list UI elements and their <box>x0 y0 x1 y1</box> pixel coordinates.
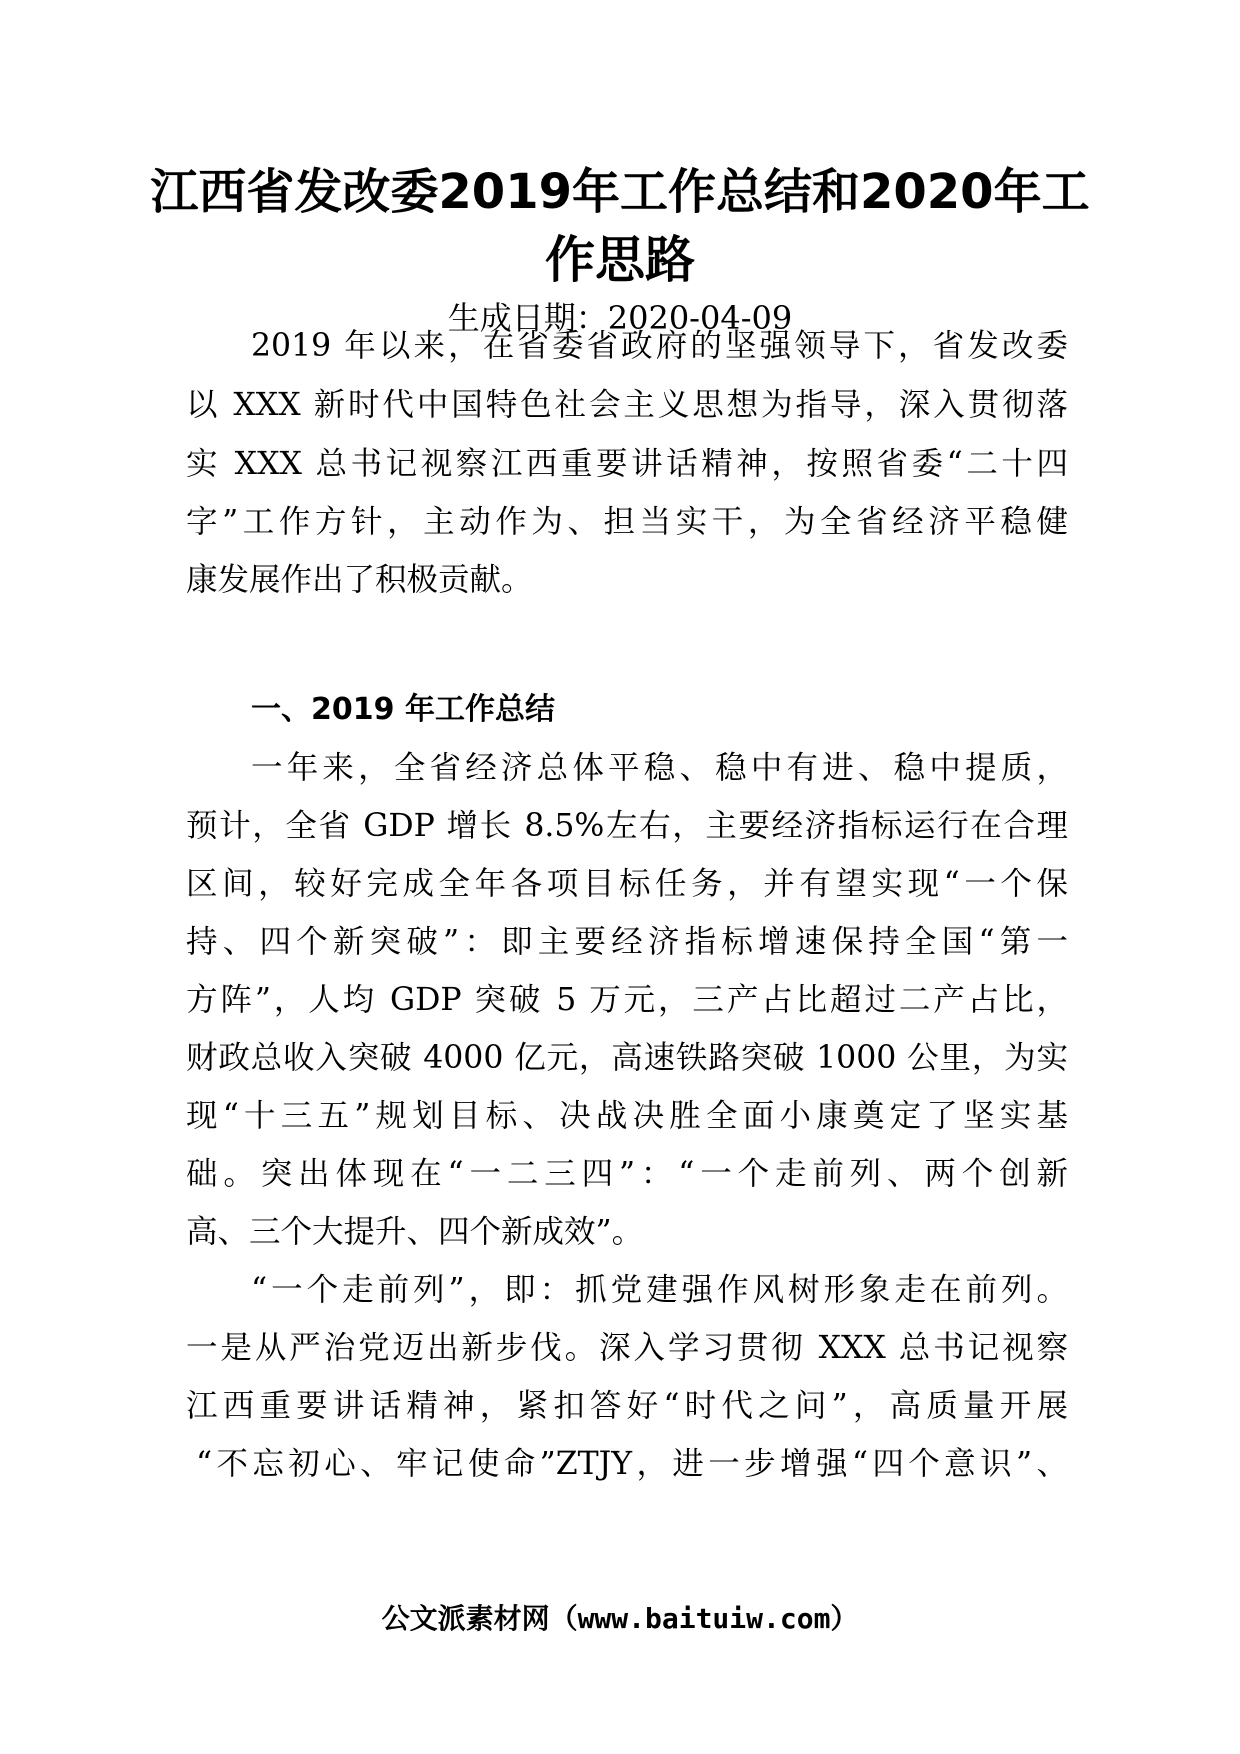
paragraph-line: 字”工作方针，主动作为、担当实干，为全省经济平稳健 <box>186 504 1068 540</box>
paragraph-line: 财政总收入突破 4000 亿元，高速铁路突破 1000 公里，为实 <box>186 1040 1068 1076</box>
paragraph-line: 方阵”，人均 GDP 突破 5 万元，三产占比超过二产占比， <box>186 982 1068 1018</box>
section-heading: 一、2019 年工作总结 <box>251 692 555 727</box>
paragraph-line: 预计，全省 GDP 增长 8.5%左右，主要经济指标运行在合理 <box>186 808 1068 844</box>
paragraph-line: 以 XXX 新时代中国特色社会主义思想为指导，深入贯彻落 <box>186 387 1068 423</box>
paragraph-line: 2019 年以来，在省委省政府的坚强领导下，省发改委 <box>251 328 1068 364</box>
paragraph-line: 康发展作出了积极贡献。 <box>186 562 533 598</box>
paragraph-line: 现“十三五”规划目标、决战决胜全面小康奠定了坚实基 <box>186 1098 1068 1134</box>
document-title-line: 作思路 <box>545 231 695 289</box>
paragraph-line: “不忘初心、牢记使命”ZTJY，进一步增强“四个意识”、 <box>196 1446 1068 1482</box>
paragraph-line: 江西重要讲话精神，紧扣答好“时代之问”，高质量开展 <box>186 1388 1068 1424</box>
paragraph-line: 高、三个大提升、四个新成效”。 <box>186 1214 644 1250</box>
generation-date: 生成日期：2020-04-09 <box>447 299 793 337</box>
document-title-line: 江西省发改委2019年工作总结和2020年工 <box>150 164 1090 220</box>
paragraph-line: 础。突出体现在“一二三四”：“一个走前列、两个创新 <box>186 1156 1068 1192</box>
paragraph-line: “一个走前列”，即：抓党建强作风树形象走在前列。 <box>251 1272 1068 1308</box>
paragraph-line: 持、四个新突破”：即主要经济指标增速保持全国“第一 <box>186 924 1068 960</box>
paragraph-line: 实 XXX 总书记视察江西重要讲话精神，按照省委“二十四 <box>186 446 1068 482</box>
paragraph-line: 区间，较好完成全年各项目标任务，并有望实现“一个保 <box>186 866 1068 902</box>
footer-watermark: 公文派素材网（www.baituiw.com） <box>381 1602 859 1635</box>
paragraph-line: 一是从严治党迈出新步伐。深入学习贯彻 XXX 总书记视察 <box>186 1330 1068 1366</box>
paragraph-line: 一年来，全省经济总体平稳、稳中有进、稳中提质， <box>251 750 1068 786</box>
